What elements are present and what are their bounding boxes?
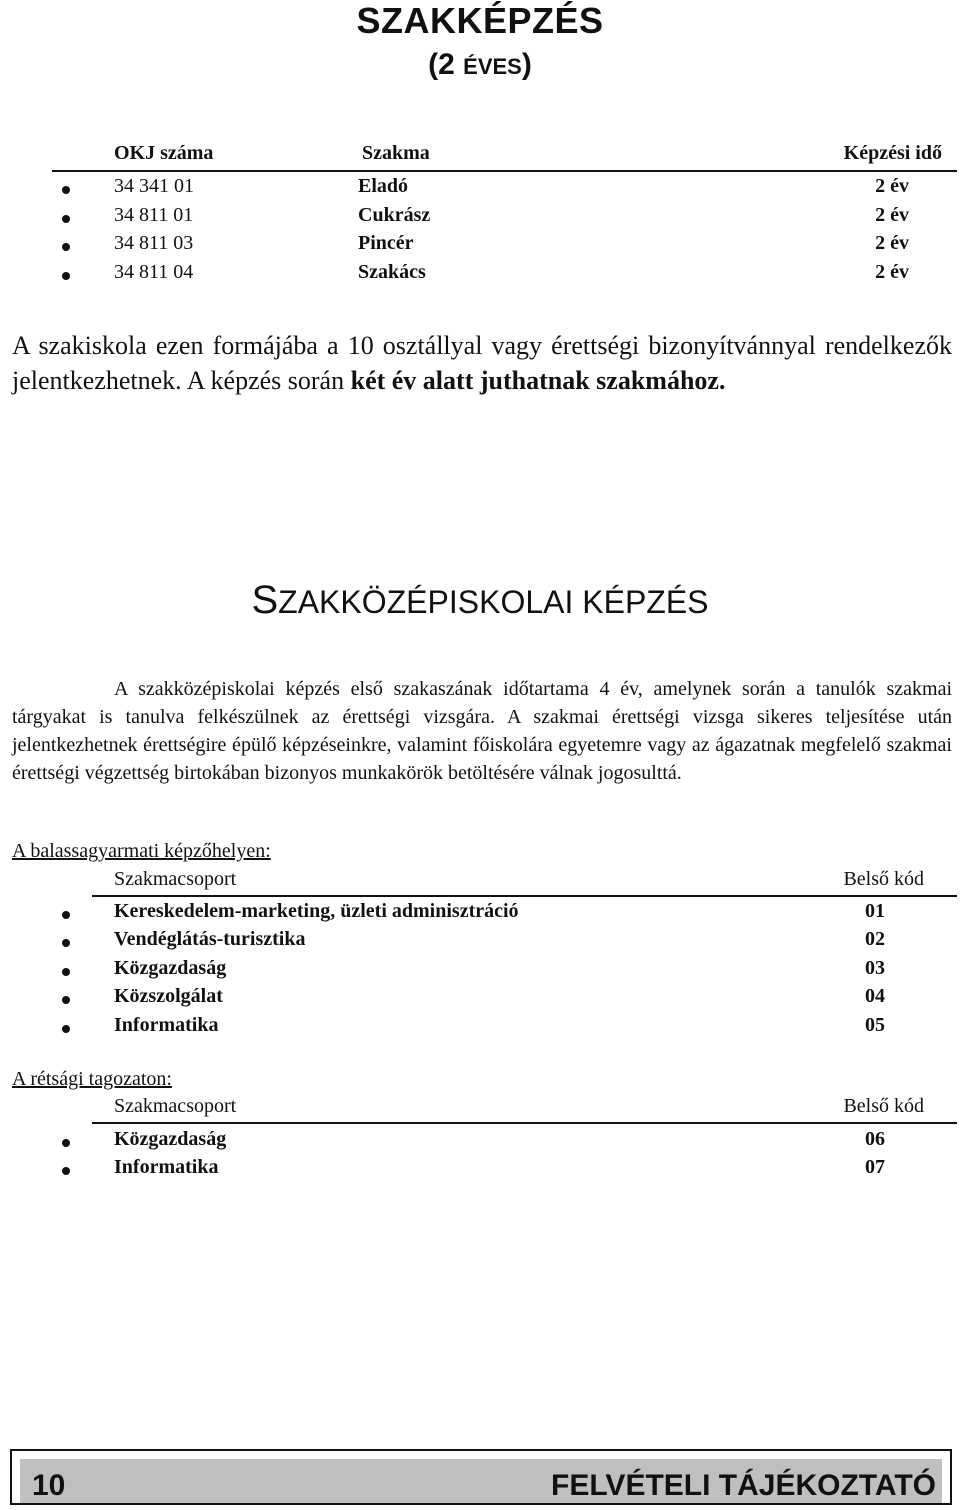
intro-text: A szakiskola ezen formájába a 10 osztállyal vagy érettségi bizonyítvánnyal rendelkezők jelentkezhetnek. A képzés során [12,331,952,395]
footer-title: FELVÉTELI TÁJÉKOZTATÓ [551,1469,936,1502]
list-item [0,957,960,985]
table2-col-szakmacsoport: Szakmacsoport [114,868,237,890]
szakmacsoport-name: Informatika [114,1014,219,1036]
okj-number: 34 811 01 [114,204,194,226]
szakma-name: Szakács [358,261,426,283]
szakmacsoport-name: Közgazdaság [114,1128,227,1150]
intro-bold: két év alatt juthatnak szakmához. [350,366,726,395]
section-paragraph-rest: szakmai tárgyakat is tanulva felkészülnek az érettségi vizsgára. A szakmai érettségi vizsga sikeres teljesítése után jelentkezhetnek érettségire épülő képzéseinkre, valamint főiskolára egyetemre vagy az ágazatnak megfelelő szakmai érettségi végzettség birtokában bizonyos munkakörök betöltésére válnak jogosulttá. [12,678,953,784]
bullet-icon [62,996,70,1004]
kepzesi-ido: 2 év [875,232,909,254]
bullet-icon [62,215,70,223]
page-subtitle [0,48,960,82]
bullet-icon [62,186,70,194]
section-paragraph [12,675,952,787]
subtitle-word: ÉVES [463,54,522,79]
table2-col-kod: Belső kód [843,868,924,890]
table3-col-szakmacsoport: Szakmacsoport [114,1095,237,1117]
intro-paragraph [12,328,952,398]
belso-kod: 03 [865,957,885,979]
list-item [0,928,960,956]
table3-rule [92,1122,957,1124]
page-number: 10 [32,1469,66,1502]
table3-col-kod: Belső kód [843,1095,924,1117]
section-title-initial: S [251,578,279,622]
footer-band [20,1459,942,1503]
bullet-icon [62,272,70,280]
list-item [0,900,960,928]
table-row [0,261,960,289]
szakma-name: Cukrász [358,204,431,226]
list-item [0,985,960,1013]
table-row [0,232,960,260]
szakmacsoport-name: Informatika [114,1156,219,1178]
table1-col-okj: OKJ száma [114,142,214,164]
location-label: A balassagyarmati képzőhelyen: [12,840,271,862]
section-title-rest: ZAKKÖZÉPISKOLAI KÉPZÉS [278,584,709,620]
szakma-name: Pincér [358,232,414,254]
table-row [0,175,960,203]
page-footer [10,1449,952,1505]
bullet-icon [62,1025,70,1033]
table1-col-szakma: Szakma [362,142,430,164]
belso-kod: 02 [865,928,885,950]
bullet-icon [62,1139,70,1147]
table-row [0,204,960,232]
belso-kod: 04 [865,985,885,1007]
szakmacsoport-name: Közgazdaság [114,957,227,979]
subtitle-close: ) [521,48,532,81]
belso-kod: 06 [865,1128,885,1150]
okj-number: 34 811 04 [114,261,194,283]
table1-rule [52,170,957,172]
kepzesi-ido: 2 év [875,175,909,197]
bullet-icon [62,1167,70,1175]
belso-kod: 07 [865,1156,885,1178]
list-item [0,1014,960,1042]
table1-col-ido: Képzési idő [843,142,942,164]
kepzesi-ido: 2 év [875,261,909,283]
okj-number: 34 811 03 [114,232,194,254]
okj-number: 34 341 01 [114,175,194,197]
szakmacsoport-name: Vendéglátás-turisztika [114,928,306,950]
section-paragraph-first: A szakközépiskolai képzés első szakaszának időtartama 4 év, amelynek során a tanulók [114,678,876,700]
bullet-icon [62,968,70,976]
location-label: A rétsági tagozaton: [12,1068,172,1090]
bullet-icon [62,939,70,947]
bullet-icon [62,911,70,919]
szakmacsoport-name: Kereskedelem-marketing, üzleti adminisztráció [114,900,519,922]
belso-kod: 05 [865,1014,885,1036]
belso-kod: 01 [865,900,885,922]
szakmacsoport-name: Közszolgálat [114,985,223,1007]
list-item [0,1128,960,1156]
szakma-name: Eladó [358,175,409,197]
section-title [0,578,960,623]
kepzesi-ido: 2 év [875,204,909,226]
table2-rule [92,895,957,897]
list-item [0,1156,960,1184]
subtitle-open: (2 [428,48,464,81]
bullet-icon [62,243,70,251]
page-title: SZAKKÉPZÉS [356,0,604,41]
